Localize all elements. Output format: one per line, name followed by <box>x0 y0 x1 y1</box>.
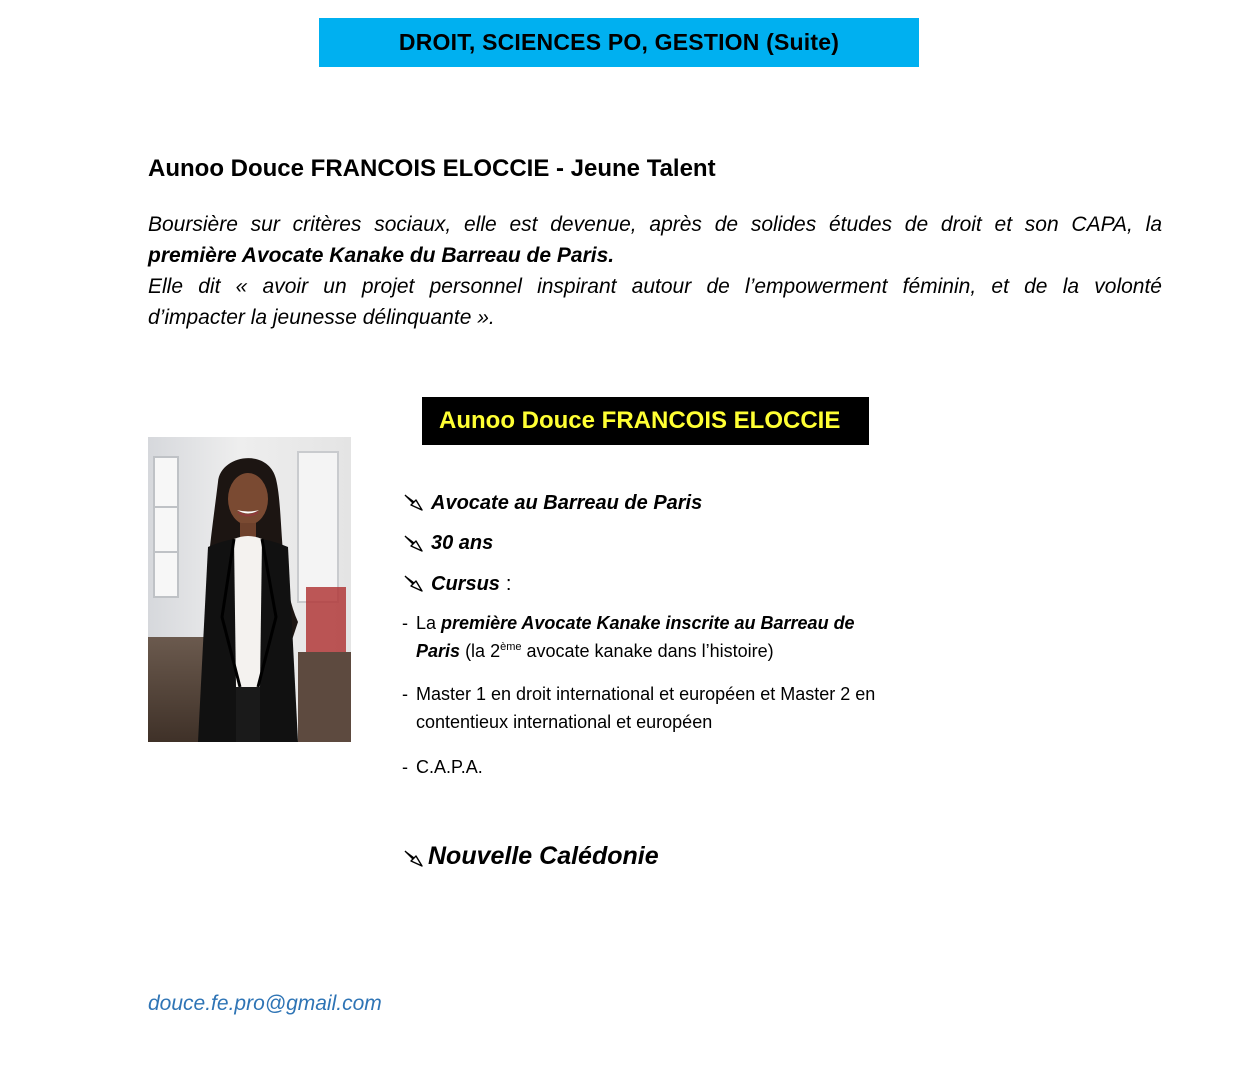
profile-heading: Aunoo Douce FRANCOIS ELOCCIE - Jeune Talent <box>148 155 716 182</box>
cursus-item1-paren-start: (la 2 <box>465 641 501 661</box>
intro-line-3: Elle dit « avoir un projet personnel inspirant autour de l’empowerment féminin, et de la volonté <box>148 275 1162 298</box>
cursus-item1-paren-end: avocate kanake dans l’histoire) <box>526 641 774 661</box>
region-line <box>402 842 659 871</box>
fact-cursus-colon: : <box>505 572 512 595</box>
cursus-dash: - <box>402 613 408 633</box>
fact-title <box>402 488 882 518</box>
region-text: Nouvelle Calédonie <box>428 842 659 870</box>
cursus-item1-prefix: La <box>416 613 437 633</box>
hollow-arrow-right-icon <box>402 573 426 595</box>
facts-list <box>402 488 882 610</box>
hollow-arrow-right-icon <box>402 846 426 868</box>
hollow-arrow-right-icon <box>402 533 426 555</box>
hollow-arrow-right-icon <box>402 492 426 514</box>
fact-age-text: 30 ans <box>431 532 494 554</box>
fact-cursus-label: Cursus <box>431 572 500 595</box>
cursus-item1-superscript: ème <box>500 641 522 653</box>
intro-paragraph <box>148 209 1162 333</box>
fact-cursus <box>402 569 882 599</box>
fact-title-text: Avocate au Barreau de Paris <box>431 491 703 514</box>
cursus-item-first-avocate <box>402 609 882 665</box>
cursus-item2-text: Master 1 en droit international et européen et Master 2 en contentieux international et européen <box>416 684 876 732</box>
cursus-dash: - <box>402 684 408 704</box>
cursus-item1-bold: première Avocate Kanake inscrite au Barreau de Paris <box>416 613 855 661</box>
fact-age <box>402 529 882 559</box>
intro-line-2-bold: première Avocate Kanake du Barreau de Paris. <box>148 244 615 267</box>
cursus-item-capa <box>402 753 882 781</box>
cursus-list <box>402 609 882 781</box>
portrait-photo <box>148 437 351 742</box>
intro-line-1: Boursière sur critères sociaux, elle est devenue, après de solides études de droit et son CAPA, la <box>148 213 1162 236</box>
email-link[interactable]: douce.fe.pro@gmail.com <box>148 992 382 1015</box>
name-banner <box>422 397 869 445</box>
section-header-banner <box>319 18 919 67</box>
intro-line-4: d’impacter la jeunesse délinquante ». <box>148 306 495 329</box>
cursus-item3-text: C.A.P.A. <box>416 757 483 777</box>
cursus-dash: - <box>402 757 408 777</box>
name-banner-text: Aunoo Douce FRANCOIS ELOCCIE <box>439 407 841 434</box>
section-header-title: DROIT, SCIENCES PO, GESTION (Suite) <box>398 29 840 55</box>
cursus-item-masters <box>402 680 882 736</box>
